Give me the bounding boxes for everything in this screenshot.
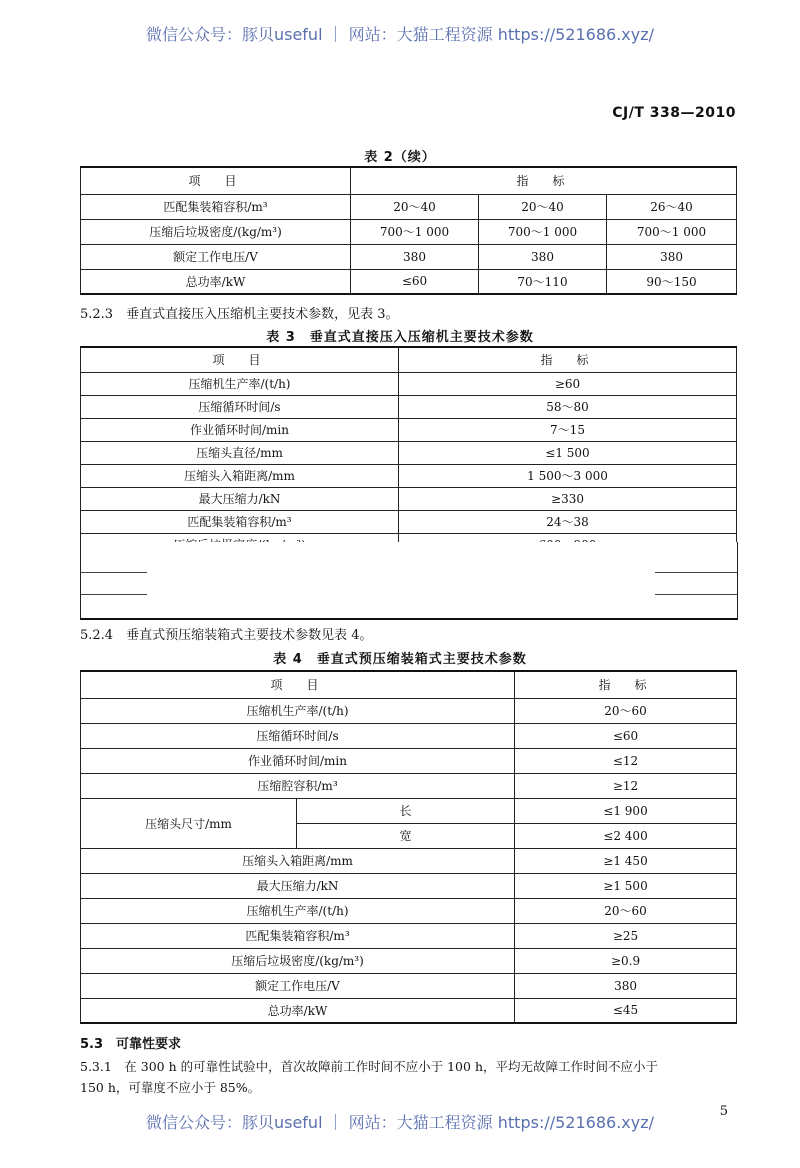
standard-code: CJ/T 338—2010: [612, 105, 736, 121]
table4: [80, 670, 737, 1024]
section-5-2-4: 5.2.4 垂直式预压缩装箱式主要技术参数见表 4。: [80, 628, 373, 643]
cell-value: 380: [607, 244, 737, 269]
table-row: [81, 848, 737, 873]
table4-caption: 表 4 垂直式预压缩装箱式主要技术参数: [273, 652, 527, 667]
cell-value: 700～1 000: [351, 219, 479, 244]
row-label: 匹配集装箱容积/m³: [81, 923, 515, 948]
cell-value: ≤45: [515, 998, 737, 1023]
row-label: 压缩腔容积/m³: [81, 773, 515, 798]
table-row: [81, 798, 737, 823]
cell-value: 20～40: [351, 194, 479, 219]
table-row: [81, 244, 737, 269]
cell-value: ≤1 900: [515, 798, 737, 823]
cell-value: ≥1 450: [515, 848, 737, 873]
row-label: 额定工作电压/V: [81, 973, 515, 998]
table-row: [81, 464, 737, 487]
table3-header-row: [81, 347, 737, 372]
cell-value: ≥0.9: [515, 948, 737, 973]
section-5-3-1-line1: 5.3.1 在 300 h 的可靠性试验中，首次故障前工作时间不应小于 100 h，平均无故障工作时间不应小于: [80, 1059, 658, 1074]
row-label: 最大压缩力/kN: [81, 487, 399, 510]
row-rule: [81, 572, 147, 573]
table-row: [81, 219, 737, 244]
row-rule: [655, 594, 737, 595]
row-label: 压缩后垃圾密度/(kg/m³): [81, 219, 351, 244]
cell-value: ≤12: [515, 748, 737, 773]
row-label: 压缩循环时间/s: [81, 395, 399, 418]
cell-value: 380: [515, 973, 737, 998]
row-label: 总功率/kW: [81, 998, 515, 1023]
table-row: [81, 748, 737, 773]
table4-header-row: [81, 671, 737, 698]
cell-value: 20～40: [479, 194, 607, 219]
row-label: 作业循环时间/min: [81, 418, 399, 441]
table-row: [81, 510, 737, 533]
cell-value: 380: [479, 244, 607, 269]
row-label: 压缩机生产率/(t/h): [81, 698, 515, 723]
cell-value: 7～15: [399, 418, 737, 441]
table3-cutoff-area: [80, 542, 738, 620]
table-row: [81, 773, 737, 798]
table4-header-item: 项 目: [81, 671, 515, 698]
table-row: [81, 269, 737, 294]
table2-header-item: 项 目: [81, 167, 351, 194]
table-row: [81, 372, 737, 395]
watermark-bottom: 微信公众号：豚贝useful ｜ 网站：大猫工程资源 https://521686.xyz/: [145, 1113, 655, 1132]
table-row: [81, 873, 737, 898]
table3-header-item: 项 目: [81, 347, 399, 372]
cell-value: ≤60: [351, 269, 479, 294]
row-label: 压缩机生产率/(t/h): [81, 898, 515, 923]
table-row: [81, 194, 737, 219]
table-row: [81, 441, 737, 464]
row-label: 压缩机生产率/(t/h): [81, 372, 399, 395]
row-label-head-size: 压缩头尺寸/mm: [81, 798, 297, 848]
table-row: [81, 923, 737, 948]
cell-value: 70～110: [479, 269, 607, 294]
table-row: [81, 898, 737, 923]
table3: [80, 346, 737, 557]
cell-value: ≥25: [515, 923, 737, 948]
cell-value: 20～60: [515, 698, 737, 723]
cell-value: 58～80: [399, 395, 737, 418]
table-row: [81, 723, 737, 748]
cell-value: ≥12: [515, 773, 737, 798]
cell-value: 20～60: [515, 898, 737, 923]
table-row: [81, 395, 737, 418]
page-number: 5: [719, 1104, 728, 1119]
row-label: 压缩后垃圾密度/(kg/m³): [81, 948, 515, 973]
row-label: 匹配集装箱容积/m³: [81, 510, 399, 533]
row-label: 额定工作电压/V: [81, 244, 351, 269]
table-row: [81, 998, 737, 1023]
table2-header-index: 指 标: [351, 167, 737, 194]
row-label: 作业循环时间/min: [81, 748, 515, 773]
cell-value: ≥330: [399, 487, 737, 510]
sub-label-width: 宽: [297, 823, 515, 848]
table-row: [81, 973, 737, 998]
cell-value: 26～40: [607, 194, 737, 219]
table-row: [81, 698, 737, 723]
row-label: 总功率/kW: [81, 269, 351, 294]
table-row: [81, 418, 737, 441]
cell-value: 24～38: [399, 510, 737, 533]
cell-value: ≤1 500: [399, 441, 737, 464]
row-rule: [81, 594, 147, 595]
table3-caption: 表 3 垂直式直接压入压缩机主要技术参数: [266, 330, 534, 345]
cell-value: 90～150: [607, 269, 737, 294]
section-5-3: 5.3 可靠性要求: [80, 1037, 182, 1052]
cell-value: ≤60: [515, 723, 737, 748]
table2: [80, 166, 737, 295]
table3-header-index: 指 标: [399, 347, 737, 372]
watermark-top: 微信公众号：豚贝useful ｜ 网站：大猫工程资源 https://521686.xyz/: [145, 25, 655, 44]
section-5-3-1-line2: 150 h，可靠度不应小于 85%。: [80, 1080, 261, 1095]
table2-header-row: [81, 167, 737, 194]
cell-value: ≤2 400: [515, 823, 737, 848]
cell-value: 380: [351, 244, 479, 269]
cell-value: 1 500～3 000: [399, 464, 737, 487]
table2-caption: 表 2（续）: [364, 150, 436, 165]
row-label: 最大压缩力/kN: [81, 873, 515, 898]
sub-label-length: 长: [297, 798, 515, 823]
cell-value: 700～1 000: [607, 219, 737, 244]
row-rule: [655, 572, 737, 573]
table-row: [81, 948, 737, 973]
table-row: [81, 487, 737, 510]
section-5-2-3: 5.2.3 垂直式直接压入压缩机主要技术参数，见表 3。: [80, 307, 399, 322]
cell-value: ≥1 500: [515, 873, 737, 898]
table4-header-index: 指 标: [515, 671, 737, 698]
row-label: 压缩循环时间/s: [81, 723, 515, 748]
row-label: 压缩头入箱距离/mm: [81, 848, 515, 873]
row-label: 匹配集装箱容积/m³: [81, 194, 351, 219]
row-label: 压缩头入箱距离/mm: [81, 464, 399, 487]
cell-value: ≥60: [399, 372, 737, 395]
row-label: 压缩头直径/mm: [81, 441, 399, 464]
cell-value: 700～1 000: [479, 219, 607, 244]
